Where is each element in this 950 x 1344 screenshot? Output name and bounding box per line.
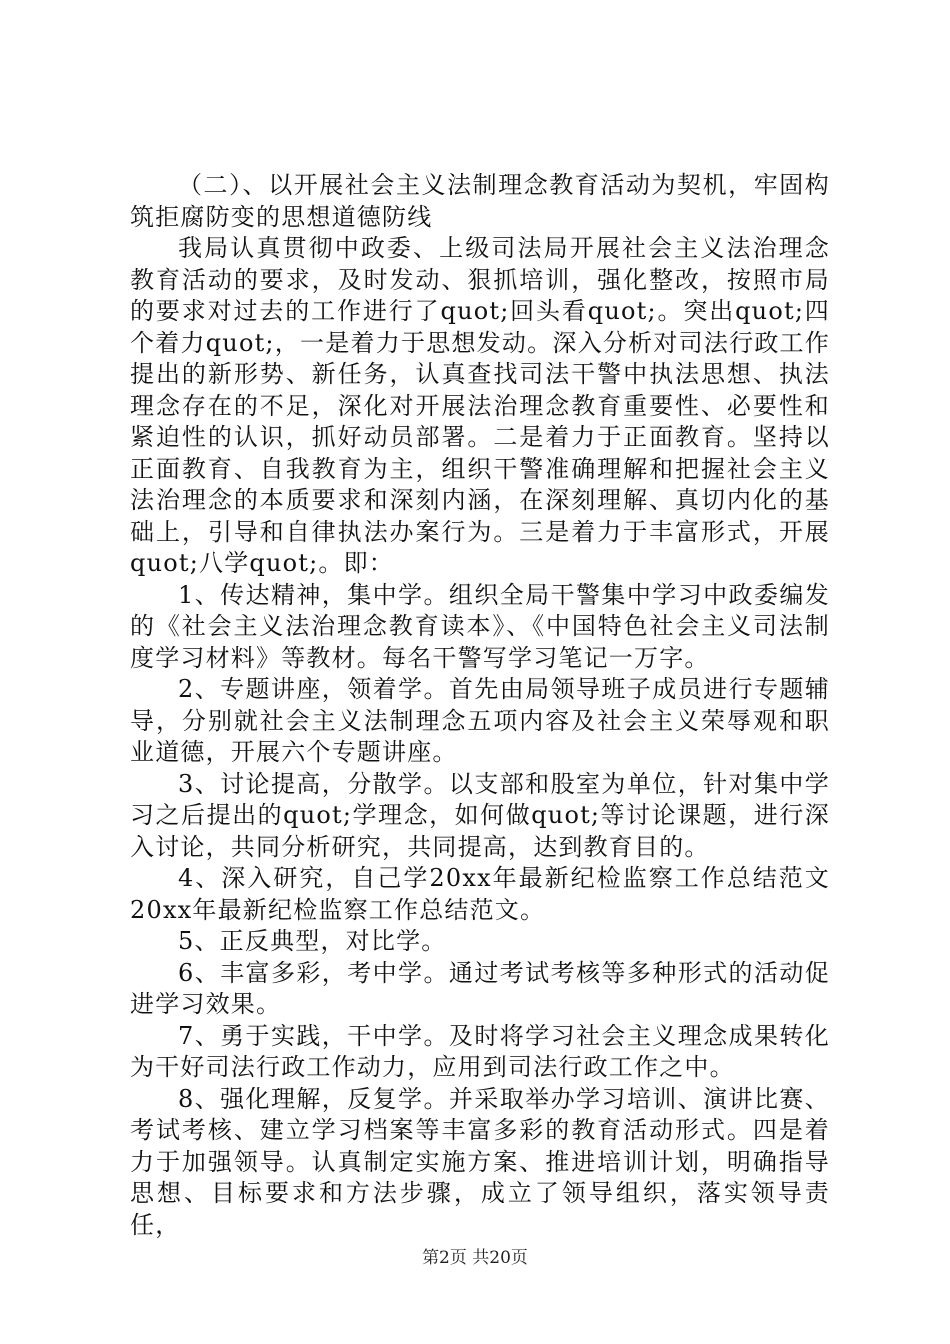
- list-item: 8、强化理解，反复学。并采取举办学习培训、演讲比赛、考试考核、建立学习档案等丰富多彩的教育活动形式。四是着力于加强领导。认真制定实施方案、推进培训计划，明确指导思想、目标要求和方法步骤，成立了领导组织，落实领导责任，: [130, 1084, 830, 1239]
- list-item: 5、正反典型，对比学。: [178, 927, 447, 955]
- list-item: 4、深入研究，自己学20xx年最新纪检监察工作总结范文20xx年最新纪检监察工作总结范文。: [130, 864, 830, 924]
- section-heading: （二）、以开展社会主义法制理念教育活动为契机，牢固构筑拒腐防变的思想道德防线: [130, 171, 830, 231]
- intro-paragraph: 我局认真贯彻中政委、上级司法局开展社会主义法治理念教育活动的要求，及时发动、狠抓培训，强化整改，按照市局的要求对过去的工作进行了quot;回头看quot;。突出quot;四个着力quot;，一是着力于思想发动。深入分析对司法行政工作提出的新形势、新任务，认真查找司法干警中执法思想、执法理念存在的不足，深化对开展法治理念教育重要性、必要性和紧迫性的认识，抓好动员部署。二是着力于正面教育。坚持以正面教育、自我教育为主，组织干警准确理解和把握社会主义法治理念的本质要求和深刻内涵，在深刻理解、真切内化的基础上，引导和自律执法办案行为。三是着力于丰富形式，开展quot;八学quot;。即：: [130, 234, 830, 577]
- list-item: 2、专题讲座，领着学。首先由局领导班子成员进行专题辅导，分别就社会主义法制理念五项内容及社会主义荣辱观和职业道德，开展六个专题讲座。: [130, 675, 830, 766]
- list-item: 3、讨论提高，分散学。以支部和股室为单位，针对集中学习之后提出的quot;学理念，如何做quot;等讨论课题，进行深入讨论，共同分析研究，共同提高，达到教育目的。: [130, 769, 830, 861]
- list-item: 1、传达精神，集中学。组织全局干警集中学习中政委编发的《社会主义法治理念教育读本》、《中国特色社会主义司法制度学习材料》等教材。每名干警写学习笔记一万字。: [130, 580, 830, 672]
- page-number-footer: 第2页 共20页: [422, 1248, 528, 1268]
- document-body: [130, 170, 830, 1241]
- list-item: 6、丰富多彩，考中学。通过考试考核等多种形式的活动促进学习效果。: [130, 958, 830, 1018]
- list-item: 7、勇于实践，干中学。及时将学习社会主义理念成果转化为干好司法行政工作动力，应用到司法行政工作之中。: [130, 1021, 830, 1081]
